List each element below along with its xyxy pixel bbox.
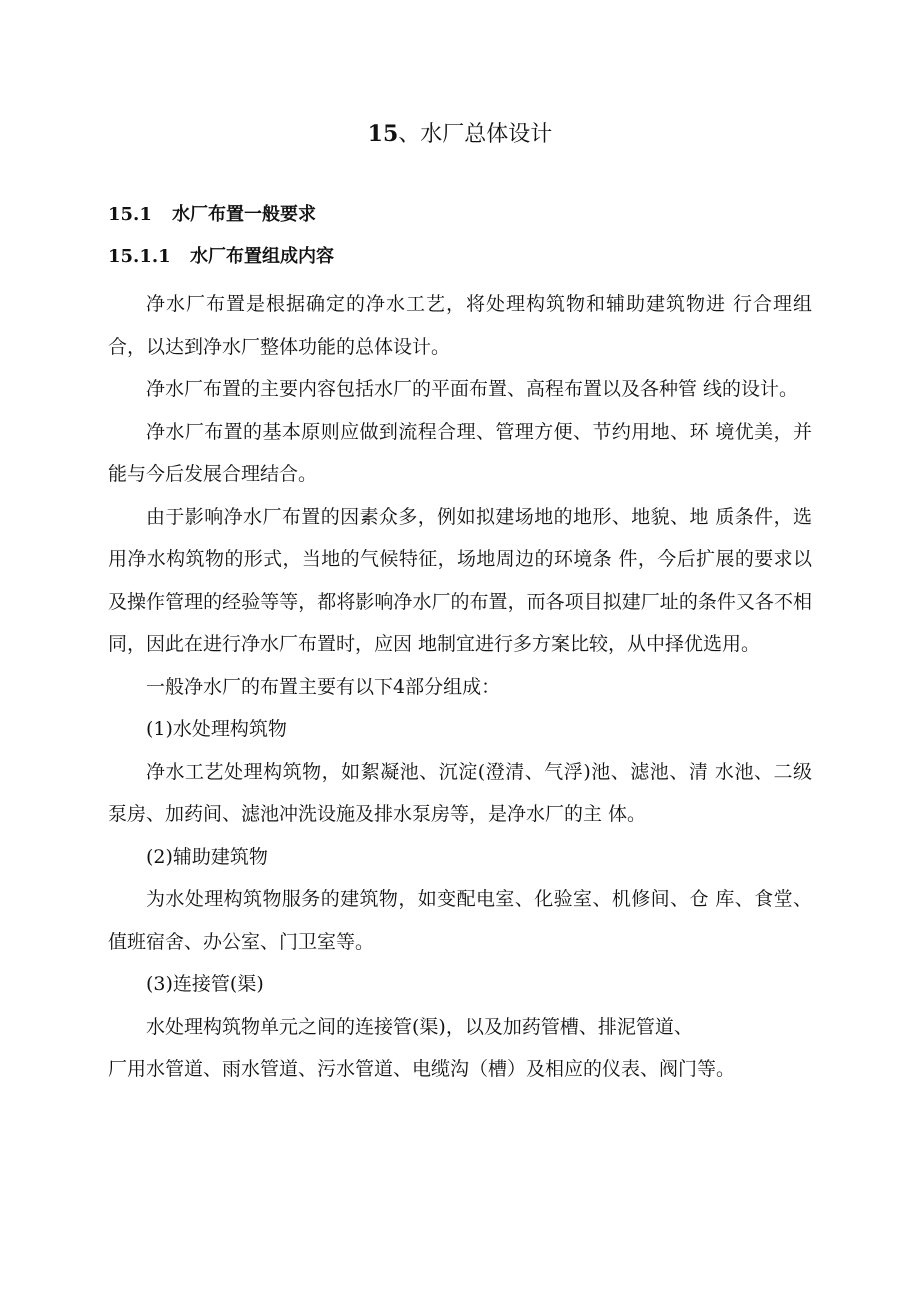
- section-heading: [108, 200, 316, 230]
- paragraph: 由于影响净水厂布置的因素众多，例如拟建场地的地形、地貌、地 质条件，选用净水构筑物的形式，当地的气候特征，场地周边的环境条 件，今后扩展的要求以及操作管理的经验等等，都将影响净水厂的布置，而各项目拟建厂址的条件又各不相同，因此在进行净水厂布置时，应因 地制宜进行多方案比较，从中择优选用。: [108, 505, 812, 655]
- paragraph: 净水厂布置的基本原则应做到流程合理、管理方便、节约用地、环 境优美，并能与今后发展合理结合。: [108, 420, 812, 485]
- paragraph: 一般净水厂的布置主要有以下4部分组成：: [146, 675, 501, 698]
- section-number: 15.1: [108, 204, 152, 225]
- title-number: 15: [367, 121, 399, 147]
- paragraph: 为水处理构筑物服务的建筑物，如变配电室、化验室、机修间、仓 库、食堂、值班宿舍、办公室、门卫室等。: [108, 888, 812, 953]
- paragraph: 水处理构筑物单元之间的连接管(渠)，以及加药管槽、排泥管道、: [146, 1015, 693, 1038]
- section-title: 水厂布置一般要求: [172, 204, 316, 225]
- subsection-title: 水厂布置组成内容: [190, 246, 334, 267]
- subsection-heading: [108, 242, 334, 272]
- list-heading: (1)水处理构筑物: [146, 718, 287, 740]
- list-heading: (2)辅助建筑物: [146, 845, 268, 868]
- title-text: 、水厂总体设计: [398, 122, 553, 147]
- subsection-number: 15.1.1: [108, 246, 171, 267]
- list-heading: (3)连接管(渠): [146, 973, 264, 995]
- paragraph: 净水厂布置是根据确定的净水工艺，将处理构筑物和辅助建筑物进 行合理组合，以达到净水厂整体功能的总体设计。: [108, 293, 812, 358]
- paragraph-continuation: 厂用水管道、雨水管道、污水管道、电缆沟（槽）及相应的仪表、阀门等。: [108, 1058, 736, 1080]
- paragraph: 净水工艺处理构筑物，如絮凝池、沉淀(澄清、气浮)池、滤池、清 水池、二级泵房、加药间、滤池冲洗设施及排水泵房等，是净水厂的主 体。: [108, 760, 812, 825]
- page-title: [0, 116, 920, 153]
- paragraph: 净水厂布置的主要内容包括水厂的平面布置、高程布置以及各种管 线的设计。: [146, 378, 799, 400]
- body-text: [108, 283, 812, 1091]
